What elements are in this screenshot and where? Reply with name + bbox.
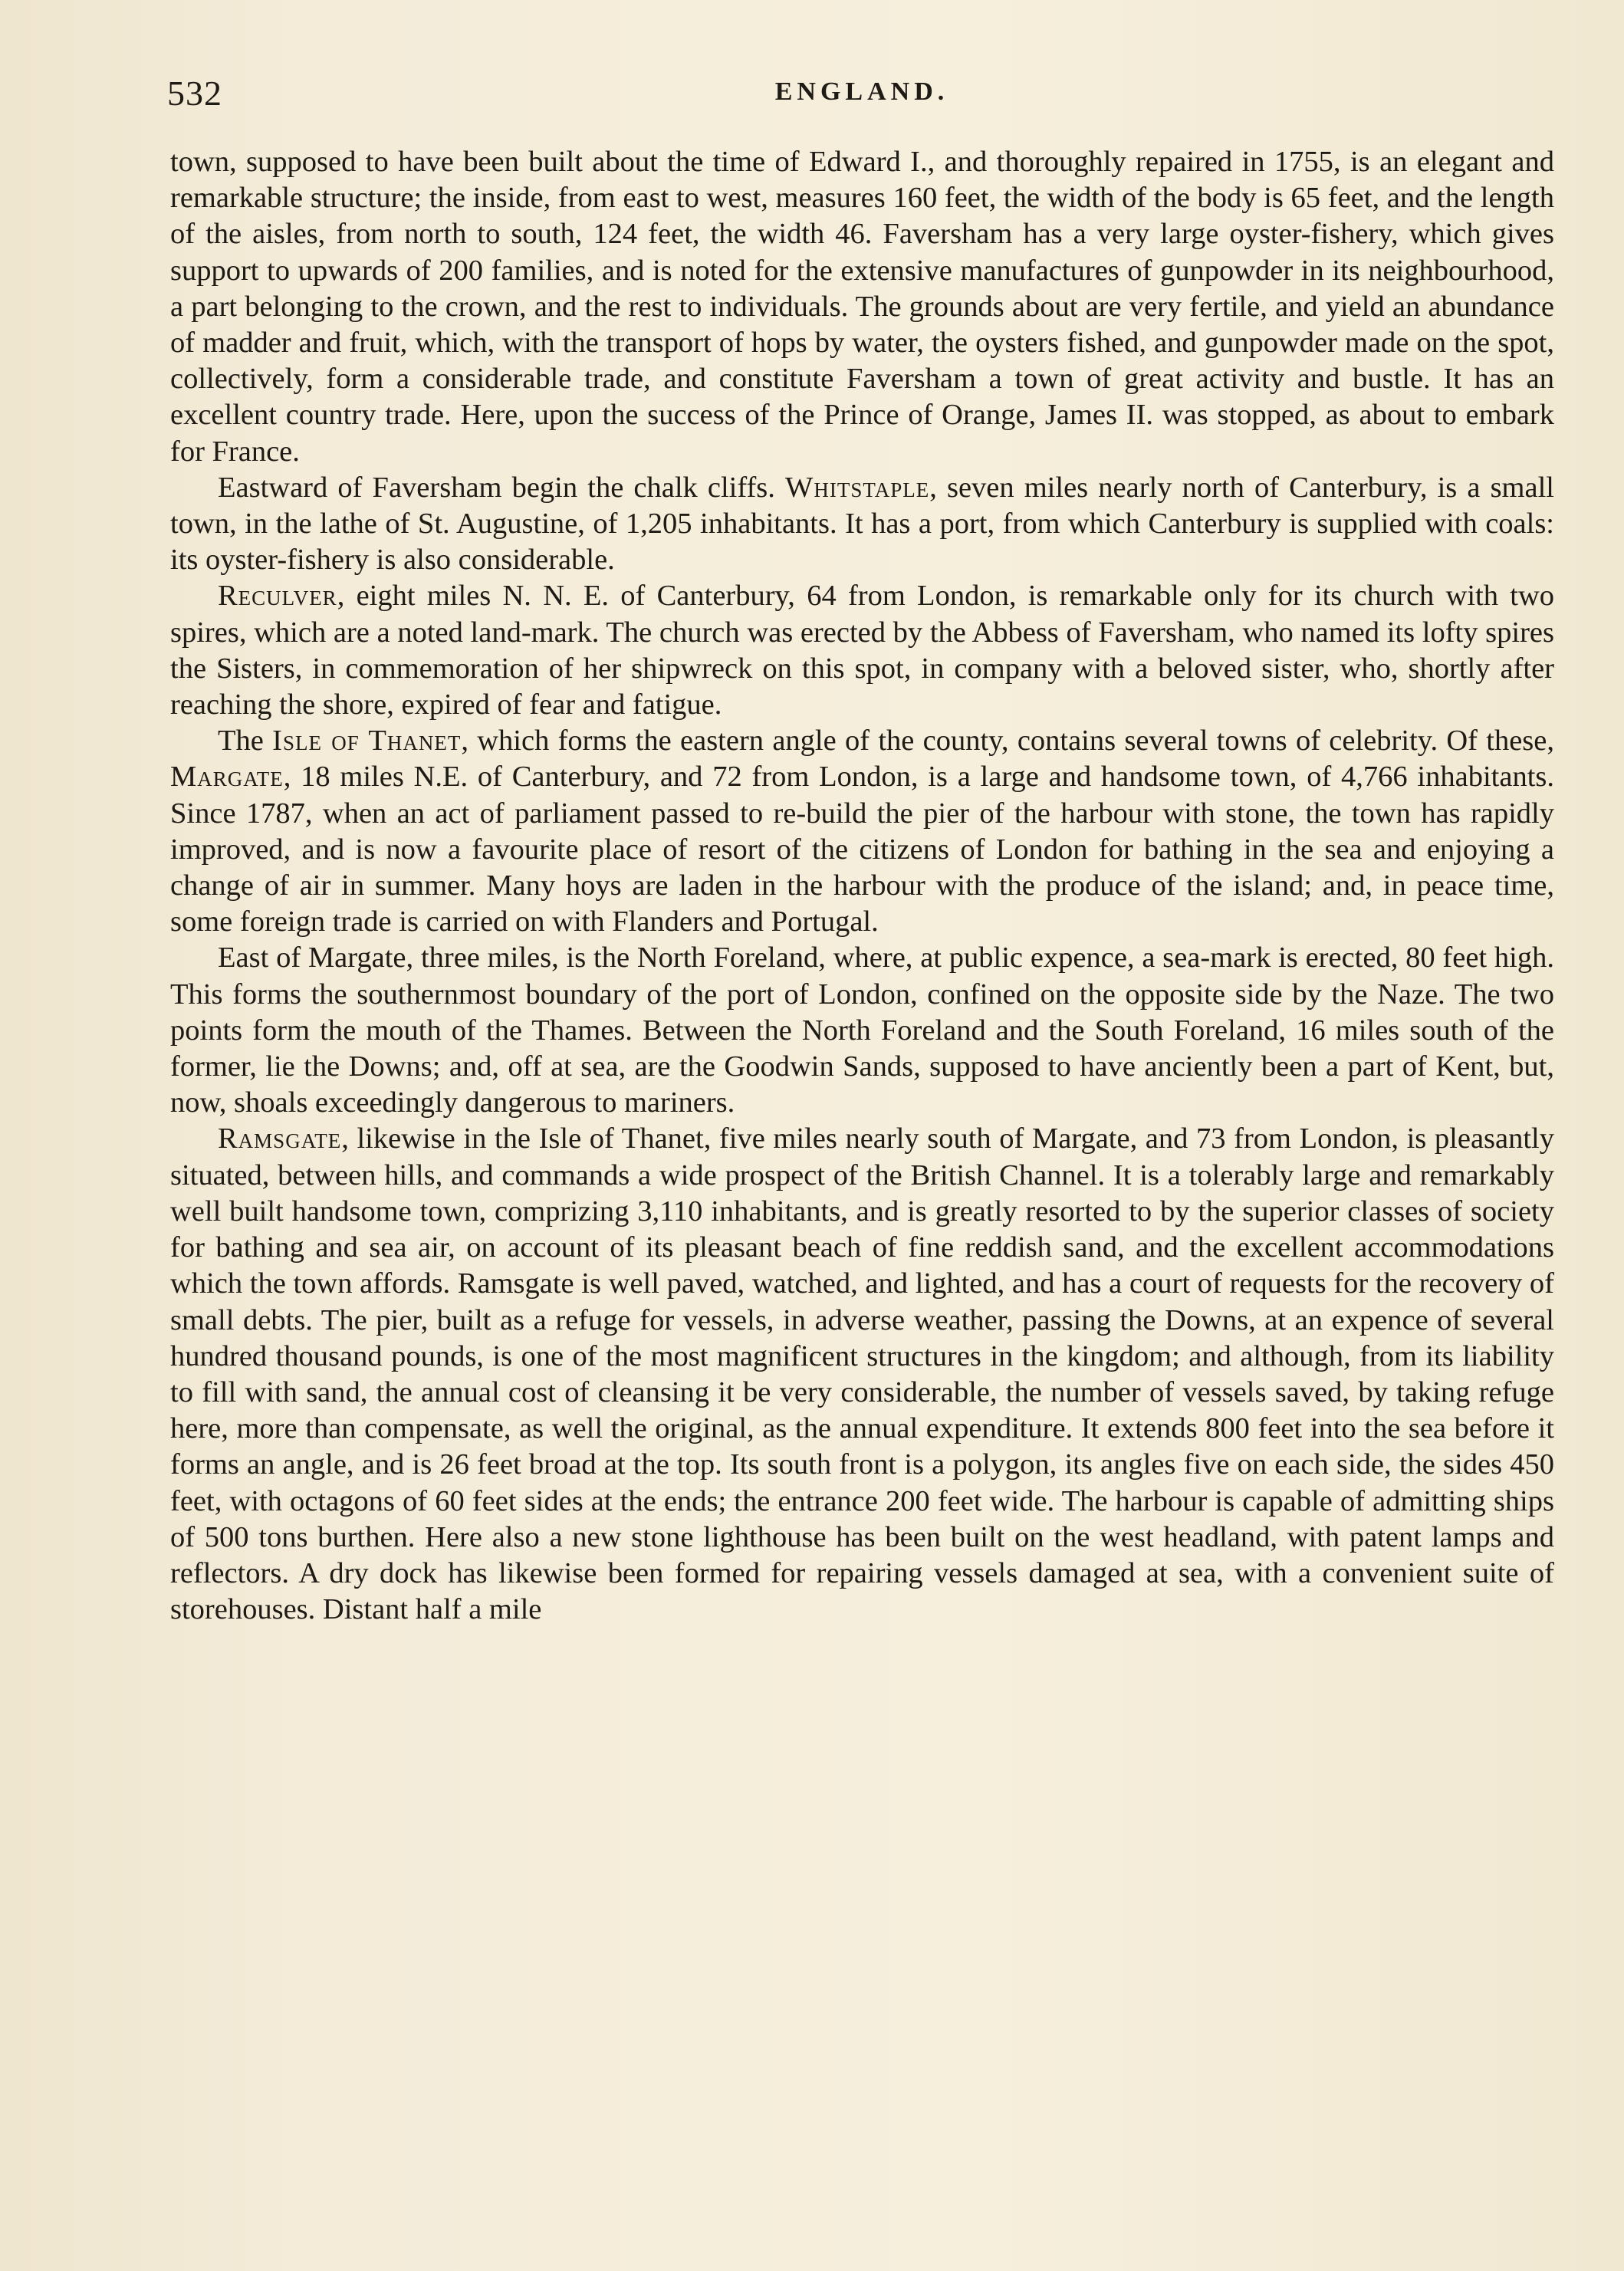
page-number: 532 <box>167 74 222 113</box>
paragraph-lead: Eastward of Faversham begin the chalk cliffs. <box>218 471 786 504</box>
paragraph-north-foreland <box>170 940 1554 1121</box>
paragraph-faversham-church <box>170 144 1554 470</box>
paragraph-text: , 18 miles N.E. of Canterbury, and 72 from London, is a large and handsome town, of 4,766 inhabitants. Since 1787, when an act of parliament passed to re-build the pier of the harbour with stone, the town has rapidly improved, and is now a favourite place of resort of the citizens of London for bathing in the sea and enjoying a change of air in summer. Many hoys are laden in the harbour with the produce of the island; and, in peace time, some foreign trade is carried on with Flanders and Portugal. <box>170 761 1554 938</box>
paragraph-reculver <box>170 578 1554 723</box>
body-text <box>170 144 1554 1628</box>
place-name: Margate <box>170 761 284 794</box>
paragraph-text: , likewise in the Isle of Thanet, five miles nearly south of Margate, and 73 from London, is pleasantly situated, between hills, and commands a wide prospect of the British Channel. It is a tolerably large and remarkably well built handsome town, comprizing 3,110 inhabitants, and is greatly resorted to by the superior classes of society for bathing and sea air, on account of its pleasant beach of fine reddish sand, and the excellent accommodations which the town affords. Ramsgate is well paved, watched, and lighted, and has a court of requests for the recovery of small debts. The pier, built as a refuge for vessels, in adverse weather, passing the Downs, at an expence of several hundred thousand pounds, is one of the most magnificent structures in the kingdom; and although, from its liability to fill with sand, the annual cost of cleansing it be very considerable, the number of vessels saved, by taking refuge here, more than compensate, as well the original, as the annual expenditure. It extends 800 feet into the sea before it forms an angle, and is 26 feet broad at the top. Its south front is a polygon, its angles five on each side, the sides 450 feet, with octagons of 60 feet sides at the ends; the entrance 200 feet wide. The harbour is capable of admitting ships of 500 tons burthen. Here also a new stone lighthouse has been built on the west headland, with patent lamps and reflectors. A dry dock has likewise been formed for repairing vessels damaged at sea, with a convenient suite of storehouses. Distant half a mile <box>170 1122 1554 1626</box>
paragraph-text: , seven miles nearly north of Canterbury, is a small town, in the lathe of St. Augustine, of 1,205 inhabitants. It has a port, from which Canterbury is supplied with coals: its oyster-fishery is also considerable. <box>170 471 1554 577</box>
place-name: Ramsgate <box>218 1122 342 1155</box>
paragraph-text: East of Margate, three miles, is the North Foreland, where, at public expence, a sea-mark is erected, 80 feet high. This forms the southernmost boundary of the port of London, confined on the opposite side by the Naze. The two points form the mouth of the Thames. Between the North Foreland and the South Foreland, 16 miles south of the former, lie the Downs; and, off at sea, are the Goodwin Sands, supposed to have anciently been a part of Kent, but, now, shoals exceedingly dangerous to mariners. <box>170 942 1554 1119</box>
paragraph-isle-of-thanet <box>170 723 1554 940</box>
paragraph-text: , eight miles N. N. E. of Canterbury, 64 from London, is remarkable only for its church with two spires, which are a noted land-mark. The church was erected by the Abbess of Faversham, who named its lofty spires the Sisters, in commemoration of her shipwreck on this spot, in company with a beloved sister, who, shortly after reaching the shore, expired of fear and fatigue. <box>170 580 1554 721</box>
paragraph-text: town, supposed to have been built about the time of Edward I., and thoroughly repaired in 1755, is an elegant and remarkable structure; the inside, from east to west, measures 160 feet, the width of the body is 65 feet, and the length of the aisles, from north to south, 124 feet, the width 46. Faversham has a very large oyster-fishery, which gives support to upwards of 200 families, and is noted for the extensive manufactures of gunpowder in its neighbourhood, a part belonging to the crown, and the rest to individuals. The grounds about are very fertile, and yield an abundance of madder and fruit, which, with the transport of hops by water, the oysters fished, and gunpowder made on the spot, collectively, form a considerable trade, and constitute Faversham a town of great activity and bustle. It has an excellent country trade. Here, upon the success of the Prince of Orange, James II. was stopped, as about to embark for France. <box>170 146 1554 468</box>
place-name: Isle of Thanet <box>272 725 462 758</box>
place-name: Whitstaple <box>785 471 930 504</box>
running-head: ENGLAND. <box>774 77 949 106</box>
paragraph-ramsgate <box>170 1121 1554 1628</box>
page-header <box>167 73 1557 119</box>
paragraph-text: , which forms the eastern angle of the county, contains several towns of celebrity. Of these, <box>461 725 1555 758</box>
paragraph-whitstaple <box>170 470 1554 579</box>
paragraph-lead: The <box>218 725 273 758</box>
place-name: Reculver <box>218 580 337 613</box>
